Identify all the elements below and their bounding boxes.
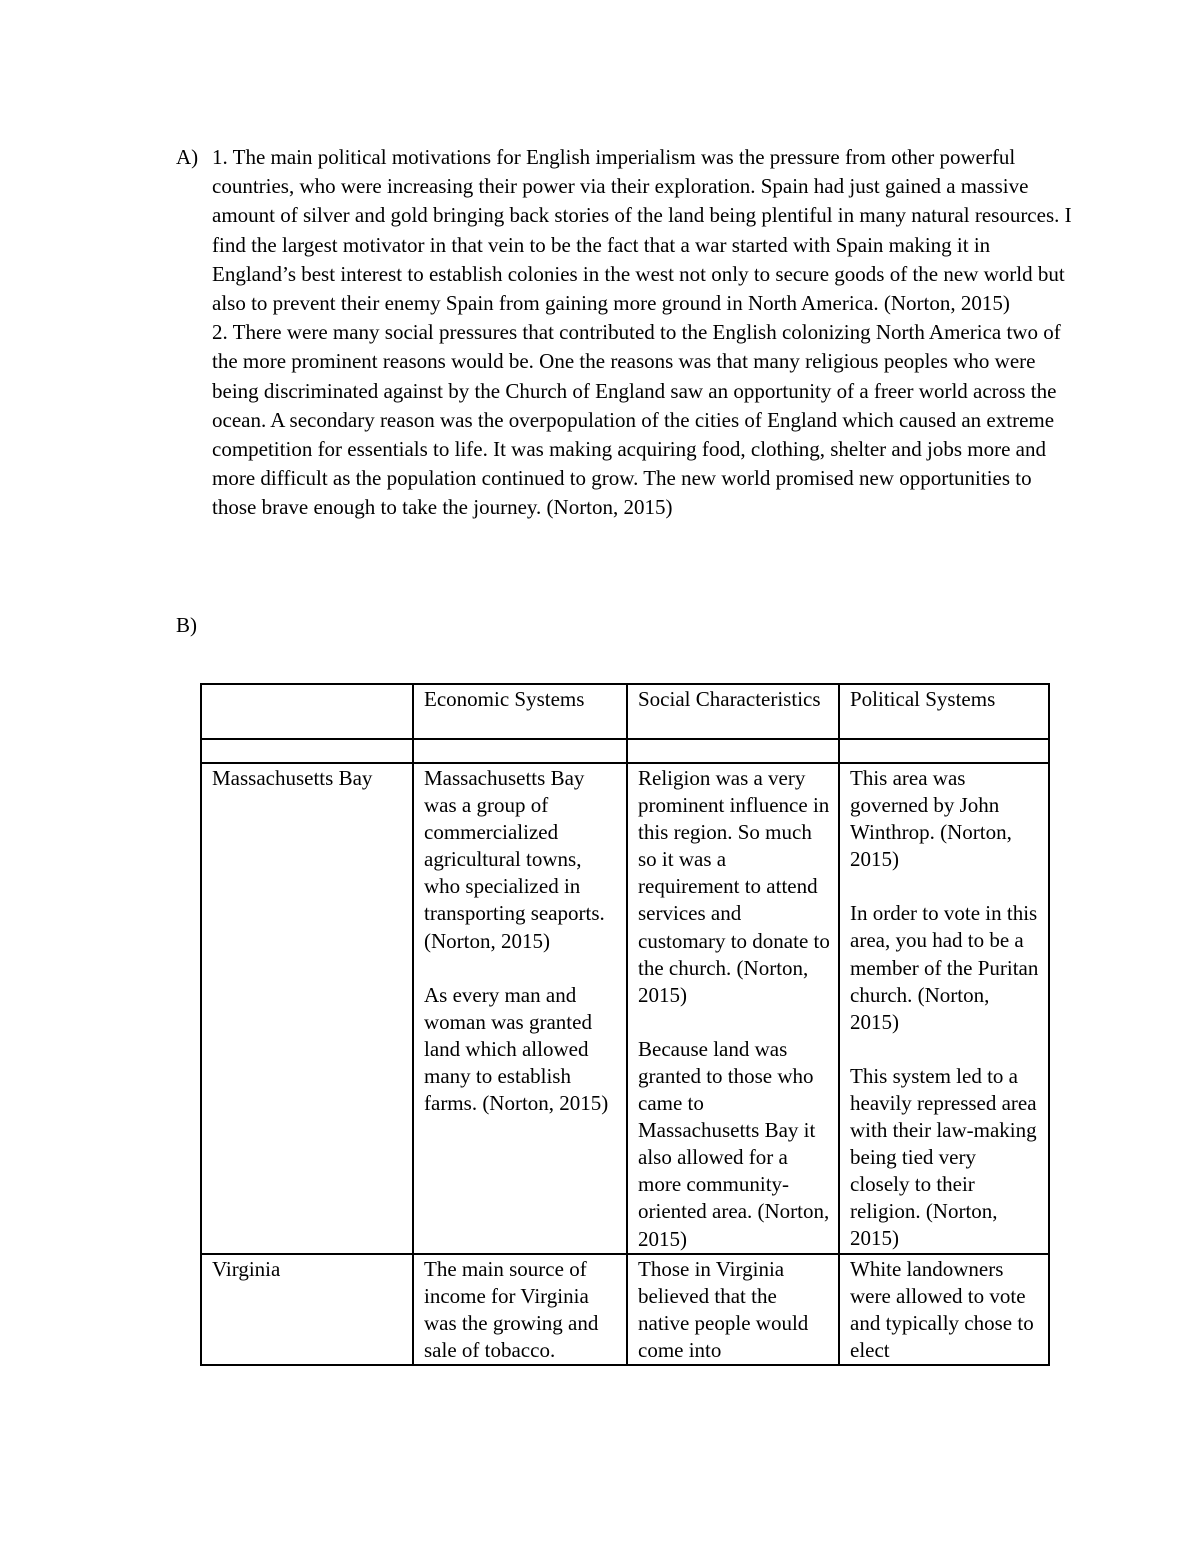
region-cell: Virginia bbox=[201, 1254, 413, 1365]
political-cell bbox=[839, 1254, 1049, 1365]
table-blank-row bbox=[201, 739, 1049, 763]
region-cell: Massachusetts Bay bbox=[201, 763, 413, 1254]
blank-cell bbox=[839, 739, 1049, 763]
section-a-body bbox=[212, 143, 1076, 523]
header-political-systems: Political Systems bbox=[839, 684, 1049, 739]
social-paragraph: Those in Virginia believed that the native people would come into bbox=[638, 1256, 809, 1362]
blank-cell bbox=[201, 739, 413, 763]
social-paragraph: Religion was a very prominent influence in this region. So much so it was a requirement to attend services and customary to donate to the church. (Norton, 2015) bbox=[638, 766, 830, 1007]
political-cell bbox=[839, 763, 1049, 1254]
social-paragraph: Because land was granted to those who came to Massachusetts Bay it also allowed for a more community-oriented area. (Norton, 2015) bbox=[638, 1036, 830, 1251]
economic-paragraph: The main source of income for Virginia was the growing and sale of tobacco. bbox=[424, 1256, 599, 1362]
answer-paragraph-2: 2. There were many social pressures that contributed to the English colonizing North America two of the more prominent reasons would be. One the reasons was that many religious peoples who were being discriminated against by the Church of England saw an opportunity of a freer world across the ocean. A secondary reason was the overpopulation of the cities of England which caused an extreme competition for essentials to life. It was making acquiring food, clothing, shelter and jobs more and more difficult as the population continued to grow. The new world promised new opportunities to those brave enough to take the journey. (Norton, 2015) bbox=[212, 320, 1061, 520]
blank-cell bbox=[627, 739, 839, 763]
political-paragraph: This area was governed by John Winthrop. (Norton, 2015) bbox=[850, 766, 1012, 872]
political-paragraph: This system led to a heavily repressed area with their law-making being tied very closely to their religion. (Norton, 2015) bbox=[850, 1063, 1037, 1251]
header-social-characteristics: Social Characteristics bbox=[627, 684, 839, 739]
table-row-virginia bbox=[201, 1254, 1049, 1365]
economic-paragraph: Massachusetts Bay was a group of commercialized agricultural towns, who specialized in transporting seaports. (Norton, 2015) bbox=[424, 766, 605, 953]
table-row-massachusetts-bay bbox=[201, 763, 1049, 1254]
section-a-marker: A) bbox=[176, 145, 199, 169]
economic-cell bbox=[413, 1254, 627, 1365]
header-cell-empty bbox=[201, 684, 413, 739]
answer-paragraph-1: 1. The main political motivations for English imperialism was the pressure from other powerful countries, who were increasing their power via their exploration. Spain had just gained a massive amount of silver and gold bringing back stories of the land being plentiful in many natural resources. I find the largest motivator in that vein to be the fact that a war started with Spain making it in England’s best interest to establish colonies in the west not only to secure goods of the new world but also to prevent their enemy Spain from gaining more ground in North America. (Norton, 2015) bbox=[212, 145, 1072, 316]
colonies-comparison-table bbox=[200, 683, 1050, 1366]
political-paragraph: White landowners were allowed to vote and typically chose to elect bbox=[850, 1256, 1034, 1362]
social-cell bbox=[627, 763, 839, 1254]
section-a bbox=[176, 143, 1076, 523]
economic-paragraph: As every man and woman was granted land which allowed many to establish farms. (Norton, 2015) bbox=[424, 982, 609, 1116]
blank-cell bbox=[413, 739, 627, 763]
section-b-marker: B) bbox=[176, 613, 197, 637]
economic-cell bbox=[413, 763, 627, 1254]
header-economic-systems: Economic Systems bbox=[413, 684, 627, 739]
political-paragraph: In order to vote in this area, you had to be a member of the Puritan church. (Norton, 2015) bbox=[850, 901, 1039, 1034]
table-header-row bbox=[201, 684, 1049, 739]
social-cell bbox=[627, 1254, 839, 1365]
